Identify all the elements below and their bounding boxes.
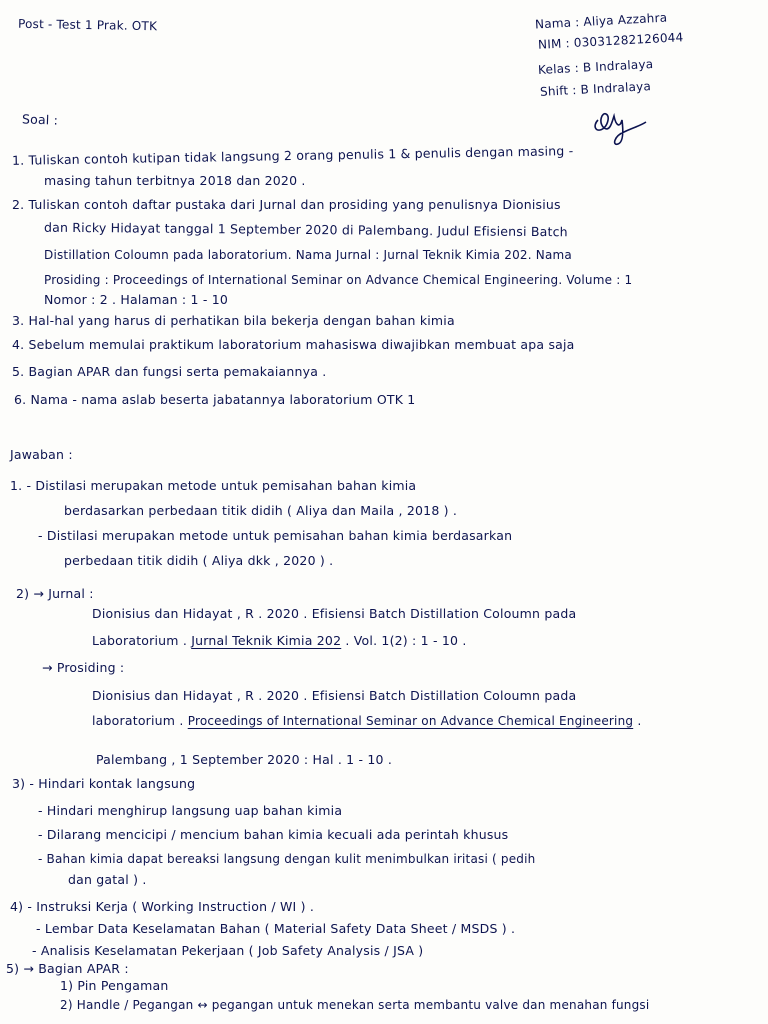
q6-line: 6. Nama - nama aslab beserta jabatannya laboratorium OTK 1: [14, 392, 416, 407]
q2-line-2: dan Ricky Hidayat tanggal 1 September 2020 di Palembang. Judul Efisiensi Batch: [43, 219, 568, 240]
soal-heading: Soal :: [21, 111, 59, 128]
a2-jurnal-prefix: Laboratorium .: [92, 633, 188, 648]
a2-prosiding-line-2: [92, 713, 642, 728]
a4-line-1: 4) - Instruksi Kerja ( Working Instruction / WI ) .: [10, 899, 314, 914]
q5-line: 5. Bagian APAR dan fungsi serta pemakaiannya .: [12, 364, 327, 379]
a2-jurnal-line-2: [92, 633, 467, 648]
a4-line-3: - Analisis Keselamatan Pekerjaan ( Job Safety Analysis / JSA ): [32, 943, 424, 958]
q4-line: 4. Sebelum memulai praktikum laboratorium mahasiswa diwajibkan membuat apa saja: [12, 337, 575, 352]
a3-line-1: 3) - Hindari kontak langsung: [12, 776, 196, 791]
a4-line-2: - Lembar Data Keselamatan Bahan ( Material Safety Data Sheet / MSDS ) .: [36, 921, 516, 936]
q2-line-5: Nomor : 2 . Halaman : 1 - 10: [44, 292, 229, 307]
a2-prosiding-prefix: laboratorium .: [92, 713, 184, 728]
a5-line-3: 2) Handle / Pegangan ↔ pegangan untuk menekan serta membantu valve dan menahan fungsi: [60, 998, 650, 1012]
a2-jurnal-label: 2) → Jurnal :: [16, 586, 94, 601]
a2-jurnal-line-1: Dionisius dan Hidayat , R . 2020 . Efisiensi Batch Distillation Coloumn pada: [92, 606, 577, 621]
a2-prosiding-suffix: .: [637, 713, 642, 728]
a2-prosiding-line-3: Palembang , 1 September 2020 : Hal . 1 - 10 .: [96, 752, 393, 767]
q2-line-3: Distillation Coloumn pada laboratorium. Nama Jurnal : Jurnal Teknik Kimia 202. Nama: [44, 248, 572, 262]
a2-jurnal-name: Jurnal Teknik Kimia 202: [191, 633, 342, 648]
q3-line: 3. Hal-hal yang harus di perhatikan bila bekerja dengan bahan kimia: [12, 313, 455, 328]
jawaban-heading: Jawaban :: [10, 447, 73, 462]
a3-line-3: - Dilarang mencicipi / mencium bahan kimia kecuali ada perintah khusus: [38, 827, 509, 842]
a3-line-4: - Bahan kimia dapat bereaksi langsung dengan kulit menimbulkan iritasi ( pedih: [38, 852, 536, 866]
a2-jurnal-suffix: . Vol. 1(2) : 1 - 10 .: [345, 633, 467, 648]
a5-line-2: 1) Pin Pengaman: [60, 978, 169, 993]
signature-mark: [590, 98, 650, 148]
page-title: Post - Test 1 Prak. OTK: [17, 16, 158, 34]
q1-line-2: masing tahun terbitnya 2018 dan 2020 .: [44, 173, 306, 188]
student-nim: NIM : 03031282126044: [537, 30, 684, 52]
q2-line-4: Prosiding : Proceedings of International Seminar on Advance Chemical Engineering. Volume : 1: [44, 273, 633, 287]
a1-line-3: - Distilasi merupakan metode untuk pemisahan bahan kimia berdasarkan: [38, 528, 513, 543]
q1-line-1: 1. Tuliskan contoh kutipan tidak langsung 2 orang penulis 1 & penulis dengan masing -: [11, 143, 574, 168]
a2-prosiding-line-1: Dionisius dan Hidayat , R . 2020 . Efisiensi Batch Distillation Coloumn pada: [92, 688, 577, 703]
a1-line-2: berdasarkan perbedaan titik didih ( Aliya dan Maila , 2018 ) .: [64, 503, 458, 518]
a2-prosiding-label: → Prosiding :: [42, 660, 125, 675]
student-shift: Shift : B Indralaya: [539, 79, 652, 99]
student-class: Kelas : B Indralaya: [537, 56, 654, 78]
a3-line-5: dan gatal ) .: [68, 872, 147, 887]
a3-line-2: - Hindari menghirup langsung uap bahan kimia: [38, 803, 343, 818]
a1-line-1: 1. - Distilasi merupakan metode untuk pemisahan bahan kimia: [10, 478, 417, 493]
a5-line-1: 5) → Bagian APAR :: [6, 961, 129, 976]
a1-line-4: perbedaan titik didih ( Aliya dkk , 2020 ) .: [64, 553, 334, 568]
q2-line-1: 2. Tuliskan contoh daftar pustaka dari Jurnal dan prosiding yang penulisnya Dionisius: [12, 197, 561, 212]
student-name: Nama : Aliya Azzahra: [534, 10, 668, 32]
a2-prosiding-name: Proceedings of International Seminar on Advance Chemical Engineering: [187, 714, 634, 728]
